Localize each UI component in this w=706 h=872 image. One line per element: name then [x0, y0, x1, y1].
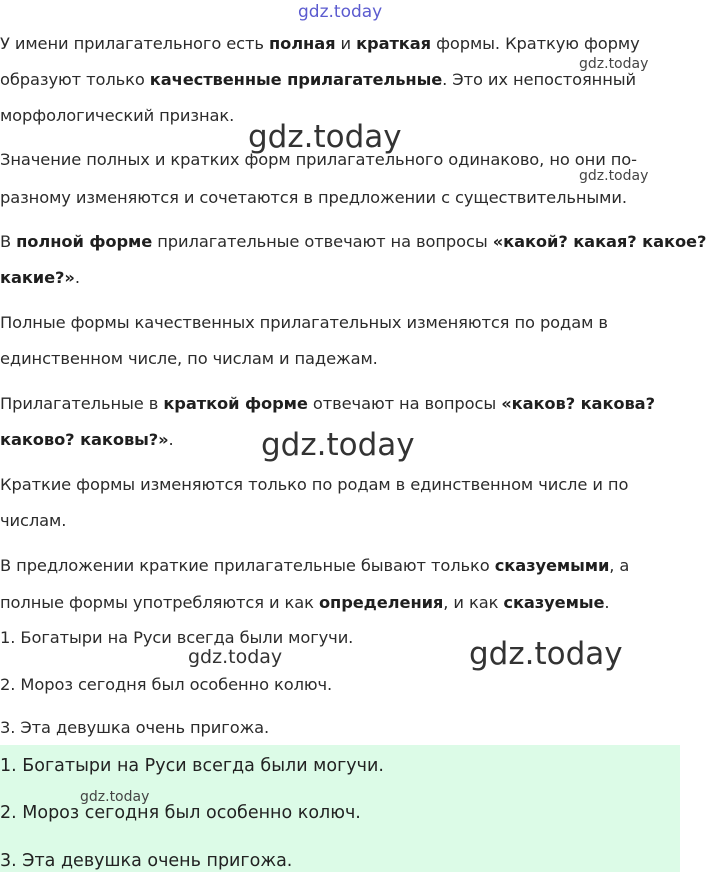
text-run: В предложении краткие прилагательные бывают только — [0, 556, 495, 575]
text-line — [0, 718, 269, 738]
watermark: gdz.today — [188, 646, 283, 668]
text-line — [0, 628, 353, 648]
bold-term: определения — [318, 593, 444, 612]
text-run: Полные формы качественных прилагательных изменяются по родам в — [0, 313, 608, 332]
bold-term: сказуемые — [503, 593, 605, 612]
text-line — [0, 349, 378, 369]
text-run: 2. Мороз сегодня был особенно колюч. — [0, 675, 333, 694]
text-run: единственном числе, по числам и падежам. — [0, 349, 378, 368]
text-run: Значение полных и кратких форм прилагательного одинаково, но они по- — [0, 150, 637, 169]
answer-line-2: 2. Мороз сегодня был особенно колюч. — [0, 803, 361, 823]
watermark: gdz.today — [248, 119, 402, 155]
text-run: морфологический признак. — [0, 106, 235, 125]
text-run: прилагательные отвечают на вопросы — [152, 232, 493, 251]
bold-term: каково? каковы?» — [0, 430, 169, 449]
text-run: Прилагательные в — [0, 394, 164, 413]
text-run: числам. — [0, 511, 67, 530]
text-line — [0, 556, 629, 576]
text-line — [0, 593, 609, 613]
text-run: и — [335, 34, 357, 53]
text-run: В — [0, 232, 17, 251]
text-line — [0, 675, 332, 695]
bold-term: сказуемыми — [494, 556, 610, 575]
text-run: . — [604, 593, 610, 612]
text-line — [0, 188, 627, 208]
text-line — [0, 511, 66, 531]
text-line — [0, 70, 636, 90]
bold-term: полная — [268, 34, 336, 53]
text-run: . Это их непостоянный — [442, 70, 636, 89]
watermark-top: gdz.today — [298, 2, 383, 22]
bold-term: полной форме — [16, 232, 153, 251]
watermark: gdz.today — [261, 427, 415, 463]
text-run: разному изменяются и сочетаются в предложении с существительными. — [0, 188, 627, 207]
text-run: , а — [609, 556, 630, 575]
text-line — [0, 34, 640, 54]
text-line — [0, 106, 234, 126]
text-line — [0, 475, 628, 495]
answer-line-1: 1. Богатыри на Руси всегда были могучи. — [0, 756, 384, 776]
text-run: Краткие формы изменяются только по родам в единственном числе и по — [0, 475, 629, 494]
bold-term: краткая — [356, 34, 431, 53]
bold-term: «каков? какова? — [501, 394, 655, 413]
text-line — [0, 430, 174, 450]
text-run: образуют только — [0, 70, 150, 89]
watermark: gdz.today — [469, 636, 623, 672]
text-line — [0, 268, 80, 288]
text-run: , и как — [443, 593, 504, 612]
text-run: формы. Краткую форму — [431, 34, 640, 53]
text-line — [0, 313, 608, 333]
text-run: полные формы употребляются и как — [0, 593, 319, 612]
text-run: отвечают на вопросы — [307, 394, 502, 413]
text-run: 1. Богатыри на Руси всегда были могучи. — [0, 628, 354, 647]
answer-block — [0, 745, 680, 872]
bold-term: «какой? какая? какое? — [492, 232, 706, 251]
answer-line-3: 3. Эта девушка очень пригожа. — [0, 851, 293, 871]
text-run: . — [168, 430, 174, 449]
watermark: gdz.today — [579, 56, 649, 72]
bold-term: краткой форме — [163, 394, 308, 413]
bold-term: качественные прилагательные — [149, 70, 443, 89]
text-line — [0, 232, 706, 252]
text-run: У имени прилагательного есть — [0, 34, 269, 53]
bold-term: какие?» — [0, 268, 75, 287]
watermark: gdz.today — [80, 789, 150, 805]
text-run: . — [74, 268, 80, 287]
text-run: 3. Эта девушка очень пригожа. — [0, 718, 270, 737]
text-line — [0, 394, 655, 414]
watermark: gdz.today — [579, 168, 649, 184]
